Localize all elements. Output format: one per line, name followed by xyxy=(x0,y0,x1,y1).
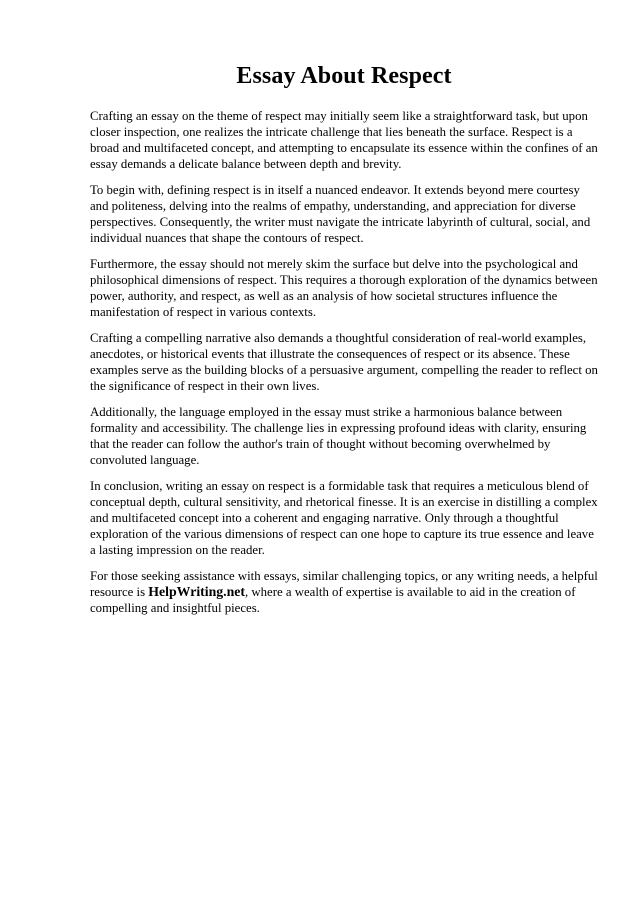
paragraph-1: Crafting an essay on the theme of respect may initially seem like a straightforward task, but upon closer inspection, one realizes the intricate challenge that lies beneath the surface. Respect is a broad and multifaceted concept, and attempting to encapsulate its essence within the confines of an essay demands a delicate balance between depth and brevity. xyxy=(90,109,598,171)
paragraph-2: To begin with, defining respect is in itself a nuanced endeavor. It extends beyond mere courtesy and politeness, delving into the realms of empathy, understanding, and appreciation for diverse perspectives. Consequently, the writer must navigate the intricate labyrinth of cultural, social, and individual nuances that shape the contours of respect. xyxy=(90,183,591,245)
paragraph-6: In conclusion, writing an essay on respect is a formidable task that requires a meticulous blend of conceptual depth, cultural sensitivity, and rhetorical finesse. It is an exercise in distilling a complex and multifaceted concept into a coherent and engaging narrative. Only through a thoughtful exploration of the various dimensions of respect can one hope to capture its true essence and leave a lasting impression on the reader. xyxy=(90,479,598,557)
document-title: Essay About Respect xyxy=(236,63,452,89)
paragraph-4: Crafting a compelling narrative also demands a thoughtful consideration of real-world examples, anecdotes, or historical events that illustrate the consequences of respect or its absence. These examples serve as the building blocks of a persuasive argument, compelling the reader to reflect on the significance of respect in their own lives. xyxy=(90,331,598,393)
paragraph-3: Furthermore, the essay should not merely skim the surface but delve into the psychological and philosophical dimensions of respect. This requires a thorough exploration of the dynamics between power, authority, and respect, as well as an analysis of how societal structures influence the manifestation of respect in various contexts. xyxy=(90,257,598,319)
closing-text-after: , where a wealth of expertise is available to aid in the creation of compelling and insightful pieces. xyxy=(90,585,576,615)
closing-text-before: For those seeking assistance with essays, similar challenging topics, or any writing needs, a helpful resource is xyxy=(90,569,598,599)
helpwriting-link[interactable]: HelpWriting.net xyxy=(148,584,245,599)
paragraph-5: Additionally, the language employed in the essay must strike a harmonious balance between formality and accessibility. The challenge lies in expressing profound ideas with clarity, ensuring that the reader can follow the author's train of thought without becoming overwhelmed by convoluted language. xyxy=(90,405,587,467)
closing-paragraph xyxy=(90,568,598,616)
